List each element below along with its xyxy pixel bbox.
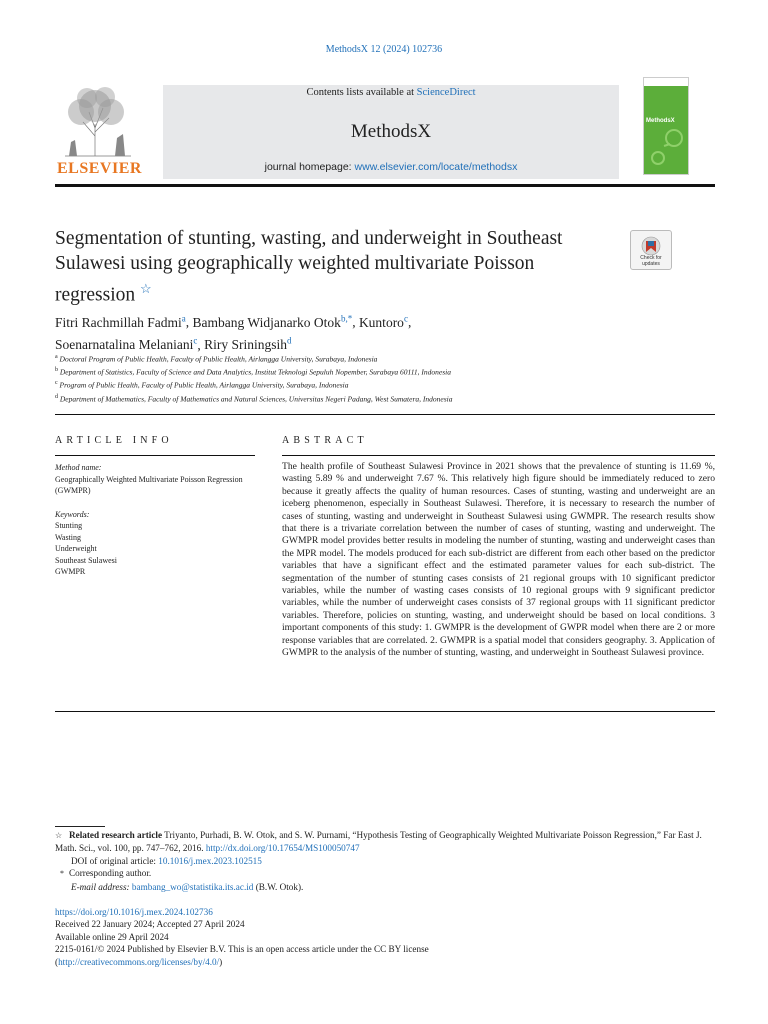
available-date: Available online 29 April 2024 xyxy=(55,931,169,942)
journal-reference[interactable]: MethodsX 12 (2024) 102736 xyxy=(325,44,443,55)
method-name: Geographically Weighted Multivariate Poisson Regression (GWMPR) xyxy=(55,474,243,495)
keyword: GWMPR xyxy=(55,567,86,576)
method-label: Method name: xyxy=(55,463,102,472)
affiliations xyxy=(55,352,715,405)
author[interactable]: Kuntoro$^c$ xyxy=(358,313,408,330)
author-list: Fitri Rachmillah Fadmi$^a$, Bambang Widjanarko Otok$^{b,*}$, Kuntoro$^c$, Soenarnatalina Melaniani$^c$, Riry Sriningsih$^d$ xyxy=(55,313,412,352)
email-line: E-mail address: bambang_wo@statistika.its.ac.id (B.W. Otok). xyxy=(71,881,304,892)
affiliation: $^a$ Doctoral Program of Public Health, Faculty of Public Health, Airlangga University, Surabaya, Indonesia xyxy=(55,354,378,364)
sciencedirect-link[interactable]: ScienceDirect xyxy=(416,87,476,98)
article-info-rule xyxy=(55,455,255,456)
author[interactable]: Riry Sriningsih$^d$ xyxy=(204,335,292,352)
article-info-heading: ARTICLE INFO xyxy=(55,435,173,446)
article-title: Segmentation of stunting, wasting, and underweight in Southeast Sulawesi using geographically weighted multivariate Poisson regression ☆ xyxy=(55,228,563,306)
abstract-heading: ABSTRACT xyxy=(282,435,368,446)
keyword: Stunting xyxy=(55,521,83,530)
keyword: Underweight xyxy=(55,544,97,553)
keywords-label: Keywords: xyxy=(55,509,90,519)
author[interactable]: Bambang Widjanarko Otok$^{b,*}$ xyxy=(192,313,353,330)
elsevier-tree-icon xyxy=(55,84,141,160)
title-footnote-star[interactable]: ☆ xyxy=(140,281,152,296)
corresponding-author: * Corresponding author. xyxy=(55,867,715,880)
header-rule xyxy=(55,184,715,187)
cover-title: MethodsX xyxy=(646,118,675,124)
license-link[interactable]: http://creativecommons.org/licenses/by/4.0/ xyxy=(58,956,220,967)
keyword: Southeast Sulawesi xyxy=(55,555,117,565)
received-dates: Received 22 January 2024; Accepted 27 April 2024 xyxy=(55,919,245,930)
related-article-footnote: ☆ Related research article Triyanto, Purhadi, B. W. Otok, and S. W. Purnami, “Hypothesis Testing of Geographically Weighted Multivariate Poisson Regression,” Far East J. Math. Sci., vol. 100, pp. 747–762, 2016. http://dx.doi.org/10.17654/MS100050747 xyxy=(55,830,702,854)
abstract-end-rule xyxy=(55,711,715,712)
author[interactable]: Fitri Rachmillah Fadmi$^a$ xyxy=(55,313,186,330)
related-article-link[interactable]: http://dx.doi.org/10.17654/MS100050747 xyxy=(205,843,360,854)
contents-line: Contents lists available at ScienceDirect xyxy=(306,87,476,98)
original-doi: DOI of original article: 10.1016/j.mex.2023.102515 xyxy=(71,855,262,866)
journal-banner xyxy=(163,85,619,179)
abstract-text: The health profile of Southeast Sulawesi Province in 2021 shows that the prevalence of stunting is 11.69 %, wasting 5.89 % and underweight 7.67 %. This relatively high figure should be immediately reduced to zero because it greatly affects the quality of human resources. Cases of stunting, wasting and underweight are an iceberg phenomenon, especially in Southeast Sulawesi. Therefore, it is necessary to research the number of cases of stunting, wasting and underweight in Southeast Sulawesi using GWMPR. The research results show that there is a trivariate correlation between the number of cases of stunting, wasting and underweight. The GWMPR model provides better results in modeling the number of stunting, wasting and underweight cases than the MPR model. The models produced for each sub-district are different from each other based on the predictor variables that have a significant effect and the estimated parameter values for each sub-district. The segmentation of the number of stunting cases consists of 21 regional groups with 10 significant predictor variables, while the number of wasting cases consists of 10 regional groups with 9 significant predictor variables, while the number of underweight cases consists of 37 regional groups with 11 significant predictor variables. Therefore, policies on stunting, wasting, and underweight should be based on local conditions. 3 important components of this study: 1. GWMPR is the development of GWPR model when there are 2 or more response variables that are correlated. 2. GWMPR is a spatial model that considers geography. 3. Application of GWMPR to the analysis of the number of stunting, wasting, and underweight in Southeast Sulawesi province. xyxy=(282,461,715,659)
elsevier-logo xyxy=(55,84,141,178)
asterisk-mark: * xyxy=(60,869,64,879)
original-doi-link[interactable]: 10.1016/j.mex.2023.102515 xyxy=(158,855,262,866)
email-link[interactable]: bambang_wo@statistika.its.ac.id xyxy=(131,881,254,892)
affiliation: $^d$ Department of Mathematics, Faculty of Mathematics and Natural Sciences, Universitas Negeri Padang, West Sumatera, Indonesia xyxy=(55,393,453,404)
journal-header xyxy=(55,82,715,182)
section-rule xyxy=(55,414,715,415)
license-line: (http://creativecommons.org/licenses/by/4.0/) xyxy=(55,956,223,967)
footnotes xyxy=(55,829,715,893)
homepage-line: journal homepage: www.elsevier.com/locate/methodsx xyxy=(264,161,518,173)
crossmark-label: Check for updates xyxy=(640,255,662,267)
journal-name: MethodsX xyxy=(350,121,432,142)
article-info-panel xyxy=(55,462,255,578)
abstract-rule xyxy=(282,455,715,456)
star-mark: ☆ xyxy=(55,831,63,840)
keyword: Wasting xyxy=(55,532,82,542)
homepage-link[interactable]: www.elsevier.com/locate/methodsx xyxy=(354,161,518,173)
affiliation: $^b$ Department of Statistics, Faculty of Science and Data Analytics, Institut Teknologi Sepuluh Nopember, Surabaya 60111, Indonesia xyxy=(55,367,452,377)
journal-cover-thumbnail[interactable] xyxy=(643,77,689,175)
cover-pattern-icon xyxy=(644,78,688,174)
publisher-name: ELSEVIER xyxy=(57,160,142,177)
license-text: 2215-0161/© 2024 Published by Elsevier B.V. This is an open access article under the CC BY license xyxy=(55,944,429,955)
author[interactable]: Soenarnatalina Melaniani$^c$ xyxy=(55,335,198,352)
publication-info xyxy=(55,906,715,968)
check-for-updates-badge[interactable] xyxy=(630,230,672,270)
affiliation: $^c$ Program of Public Health, Faculty of Public Health, Airlangga University, Surabaya, Indonesia xyxy=(55,380,349,390)
article-doi-link[interactable]: https://doi.org/10.1016/j.mex.2024.102736 xyxy=(55,907,213,917)
footnote-rule xyxy=(55,826,105,827)
